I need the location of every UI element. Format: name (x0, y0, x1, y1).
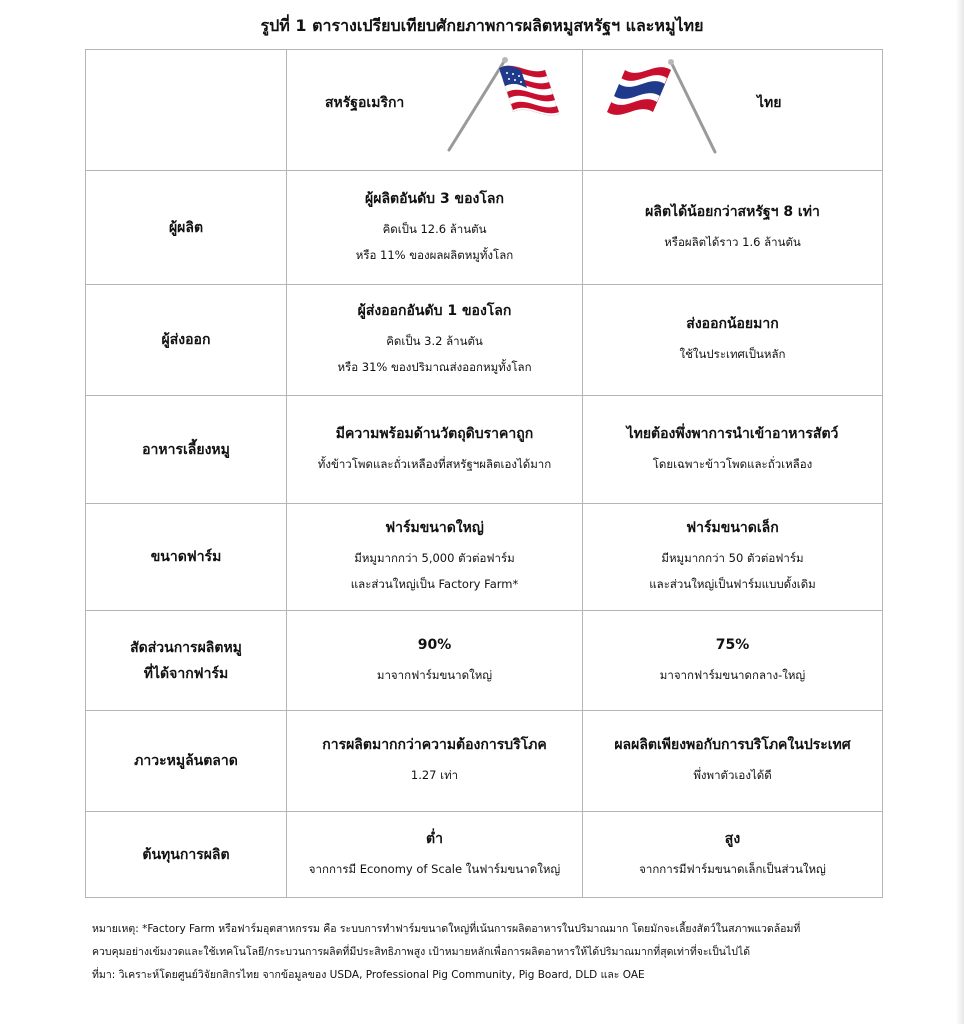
us-detail-text: มาจากฟาร์มขนาดใหญ่ (376, 667, 493, 682)
th-detail-text: มาจากฟาร์มขนาดกลาง-ใหญ่ (659, 667, 806, 682)
row-label-line: ผู้ผลิต (168, 219, 204, 236)
th-value-cell (583, 285, 883, 396)
header-us-cell (287, 50, 583, 171)
us-country-name: สหรัฐอเมริกา (325, 95, 405, 111)
us-main-text: ผู้ผลิตอันดับ 3 ของโลก (365, 190, 504, 207)
source-line: ที่มา: วิเคราะห์โดยศูนย์วิจัยกสิกรไทย จากข้อมูลของ USDA, Professional Pig Community, Pig Board, DLD และ OAE (92, 969, 645, 981)
th-main-text: ผลผลิตเพียงพอกับการบริโภคในประเทศ (614, 737, 851, 753)
us-value-cell (287, 711, 583, 812)
header-empty-cell (86, 50, 287, 171)
th-value-cell (583, 171, 883, 285)
figure-title: รูปที่ 1 ตารางเปรียบเทียบศักยภาพการผลิตหมูสหรัฐฯ และหมูไทย (260, 16, 704, 35)
row-label-cell (86, 812, 287, 898)
th-value-cell (583, 611, 883, 711)
th-main-text: ส่งออกน้อยมาก (686, 316, 779, 332)
th-detail-text: หรือผลิตได้ราว 1.6 ล้านตัน (664, 234, 801, 249)
header-row (86, 50, 883, 171)
th-main-text: ไทยต้องพึ่งพาการนำเข้าอาหารสัตว์ (626, 425, 839, 442)
row-label-cell (86, 711, 287, 812)
table-row (86, 611, 883, 711)
us-detail-text: มีหมูมากกว่า 5,000 ตัวต่อฟาร์ม (354, 551, 515, 565)
th-value-cell (583, 711, 883, 812)
footnote-line-1: หมายเหตุ: *Factory Farm หรือฟาร์มอุตสาหกรรม คือ ระบบการทำฟาร์มขนาดใหญ่ที่เน้นการผลิตอาหารในปริมาณมาก โดยมักจะเลี้ยงสัตว์ในสภาพแวดล้อมที่ (92, 923, 801, 935)
us-flag-icon (441, 54, 565, 154)
us-value-cell (287, 504, 583, 611)
us-detail-text: หรือ 31% ของปริมาณส่งออกหมูทั้งโลก (337, 360, 532, 374)
th-main-text: สูง (724, 830, 741, 847)
row-label-cell (86, 171, 287, 285)
table-row (86, 711, 883, 812)
us-value-cell (287, 171, 583, 285)
us-main-text: การผลิตมากกว่าความต้องการบริโภค (322, 737, 547, 753)
table-row (86, 171, 883, 285)
us-main-text: 90% (417, 636, 452, 653)
th-detail-text: จากการมีฟาร์มขนาดเล็กเป็นส่วนใหญ่ (639, 861, 826, 876)
page-edge-shadow (956, 0, 964, 1024)
footer-notes (92, 918, 882, 987)
th-detail-text: พึ่งพาตัวเองได้ดี (693, 768, 772, 782)
us-detail-text: จากการมี Economy of Scale ในฟาร์มขนาดใหญ่ (308, 861, 561, 876)
row-label-line: อาหารเลี้ยงหมู (142, 441, 230, 458)
table-row (86, 396, 883, 504)
thai-flag-icon (597, 56, 721, 156)
row-label-line: ภาวะหมูล้นตลาด (134, 753, 238, 769)
us-detail-text: คิดเป็น 3.2 ล้านตัน (386, 334, 483, 348)
footnote-line-2: ควบคุมอย่างเข้มงวดและใช้เทคโนโลยี/กระบวนการผลิตที่มีประสิทธิภาพสูง เป้าหมายหลักเพื่อการผลิตอาหารให้ได้ปริมาณมากที่สุดเท่าที่จะเป็นไปได้ (92, 946, 751, 958)
row-label-line: สัดส่วนการผลิตหมู (130, 639, 242, 656)
us-main-text: ฟาร์มขนาดใหญ่ (385, 520, 484, 536)
us-value-cell (287, 285, 583, 396)
th-detail-text: มีหมูมากกว่า 50 ตัวต่อฟาร์ม (661, 551, 804, 565)
row-label-line: ผู้ส่งออก (161, 332, 211, 348)
th-detail-text: โดยเฉพาะข้าวโพดและถั่วเหลือง (652, 456, 813, 471)
us-main-text: ต่ำ (426, 830, 443, 847)
th-country-name: ไทย (757, 95, 782, 111)
row-label-cell (86, 504, 287, 611)
us-value-cell (287, 611, 583, 711)
table-row (86, 812, 883, 898)
th-value-cell (583, 812, 883, 898)
us-detail-text: หรือ 11% ของผลผลิตหมูทั้งโลก (355, 247, 514, 262)
th-value-cell (583, 504, 883, 611)
row-label-cell (86, 611, 287, 711)
row-label-line: ขนาดฟาร์ม (150, 549, 222, 565)
us-detail-text: และส่วนใหญ่เป็น Factory Farm* (350, 577, 519, 591)
us-value-cell (287, 812, 583, 898)
us-detail-text: คิดเป็น 12.6 ล้านตัน (382, 221, 487, 236)
us-main-text: ผู้ส่งออกอันดับ 1 ของโลก (357, 303, 512, 319)
row-label-line: ที่ได้จากฟาร์ม (143, 665, 229, 682)
th-value-cell (583, 396, 883, 504)
row-label-cell (86, 285, 287, 396)
th-main-text: ผลิตได้น้อยกว่าสหรัฐฯ 8 เท่า (645, 203, 820, 220)
th-main-text: ฟาร์มขนาดเล็ก (686, 520, 779, 536)
comparison-table (85, 49, 883, 898)
th-main-text: 75% (715, 636, 750, 653)
us-value-cell (287, 396, 583, 504)
header-th-cell (583, 50, 883, 171)
th-detail-text: และส่วนใหญ่เป็นฟาร์มแบบดั้งเดิม (649, 577, 816, 591)
table-row (86, 504, 883, 611)
us-main-text: มีความพร้อมด้านวัตถุดิบราคาถูก (335, 425, 534, 442)
row-label-line: ต้นทุนการผลิต (142, 846, 230, 863)
us-detail-text: ทั้งข้าวโพดและถั่วเหลืองที่สหรัฐฯผลิตเองได้มาก (317, 456, 552, 471)
us-detail-text: 1.27 เท่า (410, 768, 459, 782)
th-detail-text: ใช้ในประเทศเป็นหลัก (679, 347, 786, 361)
row-label-cell (86, 396, 287, 504)
table-row (86, 285, 883, 396)
